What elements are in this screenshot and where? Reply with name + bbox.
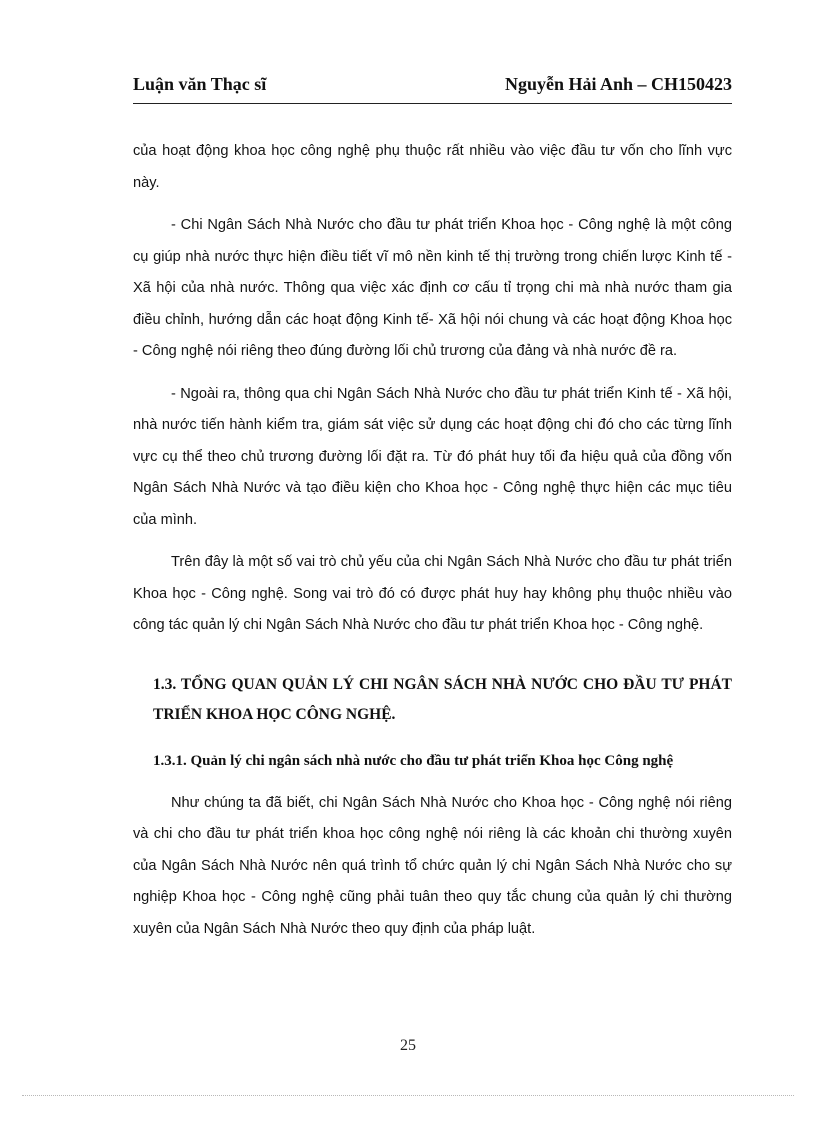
paragraph-2: - Chi Ngân Sách Nhà Nước cho đầu tư phát triển Khoa học - Công nghệ là một công cụ giúp nhà nước thực hiện điều tiết vĩ mô nền kinh tế thị trường trong chiến lược Kinh tế - Xã hội của nhà nước. Thông qua việc xác định cơ cấu tỉ trọng chi mà nhà nước tham gia điều chỉnh, hướng dẫn các hoạt động Kinh tế- Xã hội nói chung và các hoạt động Khoa học - Công nghệ nói riêng theo đúng đường lối chủ trương của đảng và nhà nước đề ra. xyxy=(133,217,732,359)
subsection-heading: 1.3.1. Quản lý chi ngân sách nhà nước cho đầu tư phát triển Khoa học Công nghệ xyxy=(153,752,674,769)
header-author: Nguyễn Hải Anh – CH150423 xyxy=(504,74,732,94)
page-bottom-divider xyxy=(22,1095,794,1096)
paragraph-1: của hoạt động khoa học công nghệ phụ thuộc rất nhiều vào việc đầu tư vốn cho lĩnh vực này. xyxy=(133,143,732,191)
header-rule xyxy=(133,103,732,104)
section-heading: 1.3. TỔNG QUAN QUẢN LÝ CHI NGÂN SÁCH NHÀ NƯỚC CHO ĐẦU TƯ PHÁT TRIỂN KHOA HỌC CÔNG NGHỆ. xyxy=(153,675,732,723)
page-number: 25 xyxy=(400,1037,416,1054)
paragraph-3: - Ngoài ra, thông qua chi Ngân Sách Nhà Nước cho đầu tư phát triển Kinh tế - Xã hội, nhà nước tiến hành kiểm tra, giám sát việc sử dụng các hoạt động chi đó cho các từng lĩnh vực cụ thể theo chủ trương đường lối đặt ra. Từ đó phát huy tối đa hiệu quả của đồng vốn Ngân Sách Nhà Nước và tạo điều kiện cho Khoa học - Công nghệ thực hiện các mục tiêu của mình. xyxy=(133,385,732,528)
document-body xyxy=(133,136,732,945)
header-thesis-label: Luận văn Thạc sĩ xyxy=(133,74,267,94)
page-header xyxy=(133,74,732,100)
paragraph-4: Trên đây là một số vai trò chủ yếu của chi Ngân Sách Nhà Nước cho đầu tư phát triển Khoa học - Công nghệ. Song vai trò đó có được phát huy hay không phụ thuộc nhiều vào công tác quản lý chi Ngân Sách Nhà Nước cho đầu tư phát triển Khoa học - Công nghệ. xyxy=(133,554,732,633)
paragraph-5: Như chúng ta đã biết, chi Ngân Sách Nhà Nước cho Khoa học - Công nghệ nói riêng và chi cho đầu tư phát triển khoa học công nghệ nói riêng là các khoản chi thường xuyên của Ngân Sách Nhà Nước nên quá trình tổ chức quản lý chi Ngân Sách Nhà Nước cho sự nghiệp Khoa học - Công nghệ cũng phải tuân theo quy tắc chung của quản lý chi thường xuyên của Ngân Sách Nhà Nước theo quy định của pháp luật. xyxy=(133,794,732,937)
